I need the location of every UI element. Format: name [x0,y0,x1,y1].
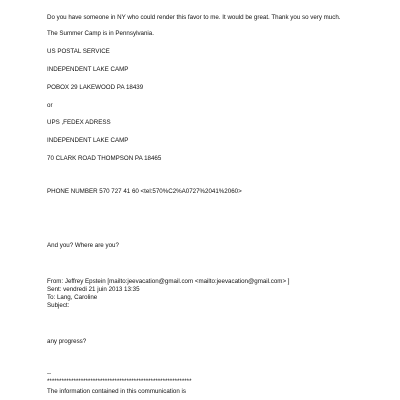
signature-dash: -- [47,370,52,377]
or-line: or [47,102,53,109]
quoted-to-line: To: Lang, Caroline [47,294,98,301]
camp-name-line-1: INDEPENDENT LAKE CAMP [47,66,129,73]
camp-name-line-2: INDEPENDENT LAKE CAMP [47,137,129,144]
quoted-sent-line: Sent: vendredi 21 juin 2013 13:35 [47,286,140,293]
quoted-from-line: From: Jeffrey Epstein [mailto:jeevacation@gmail.com <mailto:jeevacation@gmail.com> ] [47,278,290,285]
ups-fedex-line: UPS ,FEDEX ADRESS [47,119,111,126]
camp-location-line: The Summer Camp is in Pennsylvania. [47,30,154,37]
pobox-line: POBOX 29 LAKEWOOD PA 18439 [47,84,144,91]
road-address-line: 70 CLARK ROAD THOMPSON PA 18465 [47,155,162,162]
us-postal-line: US POSTAL SERVICE [47,48,110,55]
disclaimer-line: The information contained in this communication is [47,388,186,395]
question-line: And you? Where are you? [47,242,119,249]
favor-request-line: Do you have someone in NY who could render this favor to me. It would be great. Thank you so very much. [47,14,341,21]
progress-line: any progress? [47,338,87,345]
quoted-subject-line: Subject: [47,302,70,309]
star-separator: ************************************************************ [47,378,192,385]
phone-number-line: PHONE NUMBER 570 727 41 60 <tel:570%C2%A0727%2041%2060> [47,188,242,195]
